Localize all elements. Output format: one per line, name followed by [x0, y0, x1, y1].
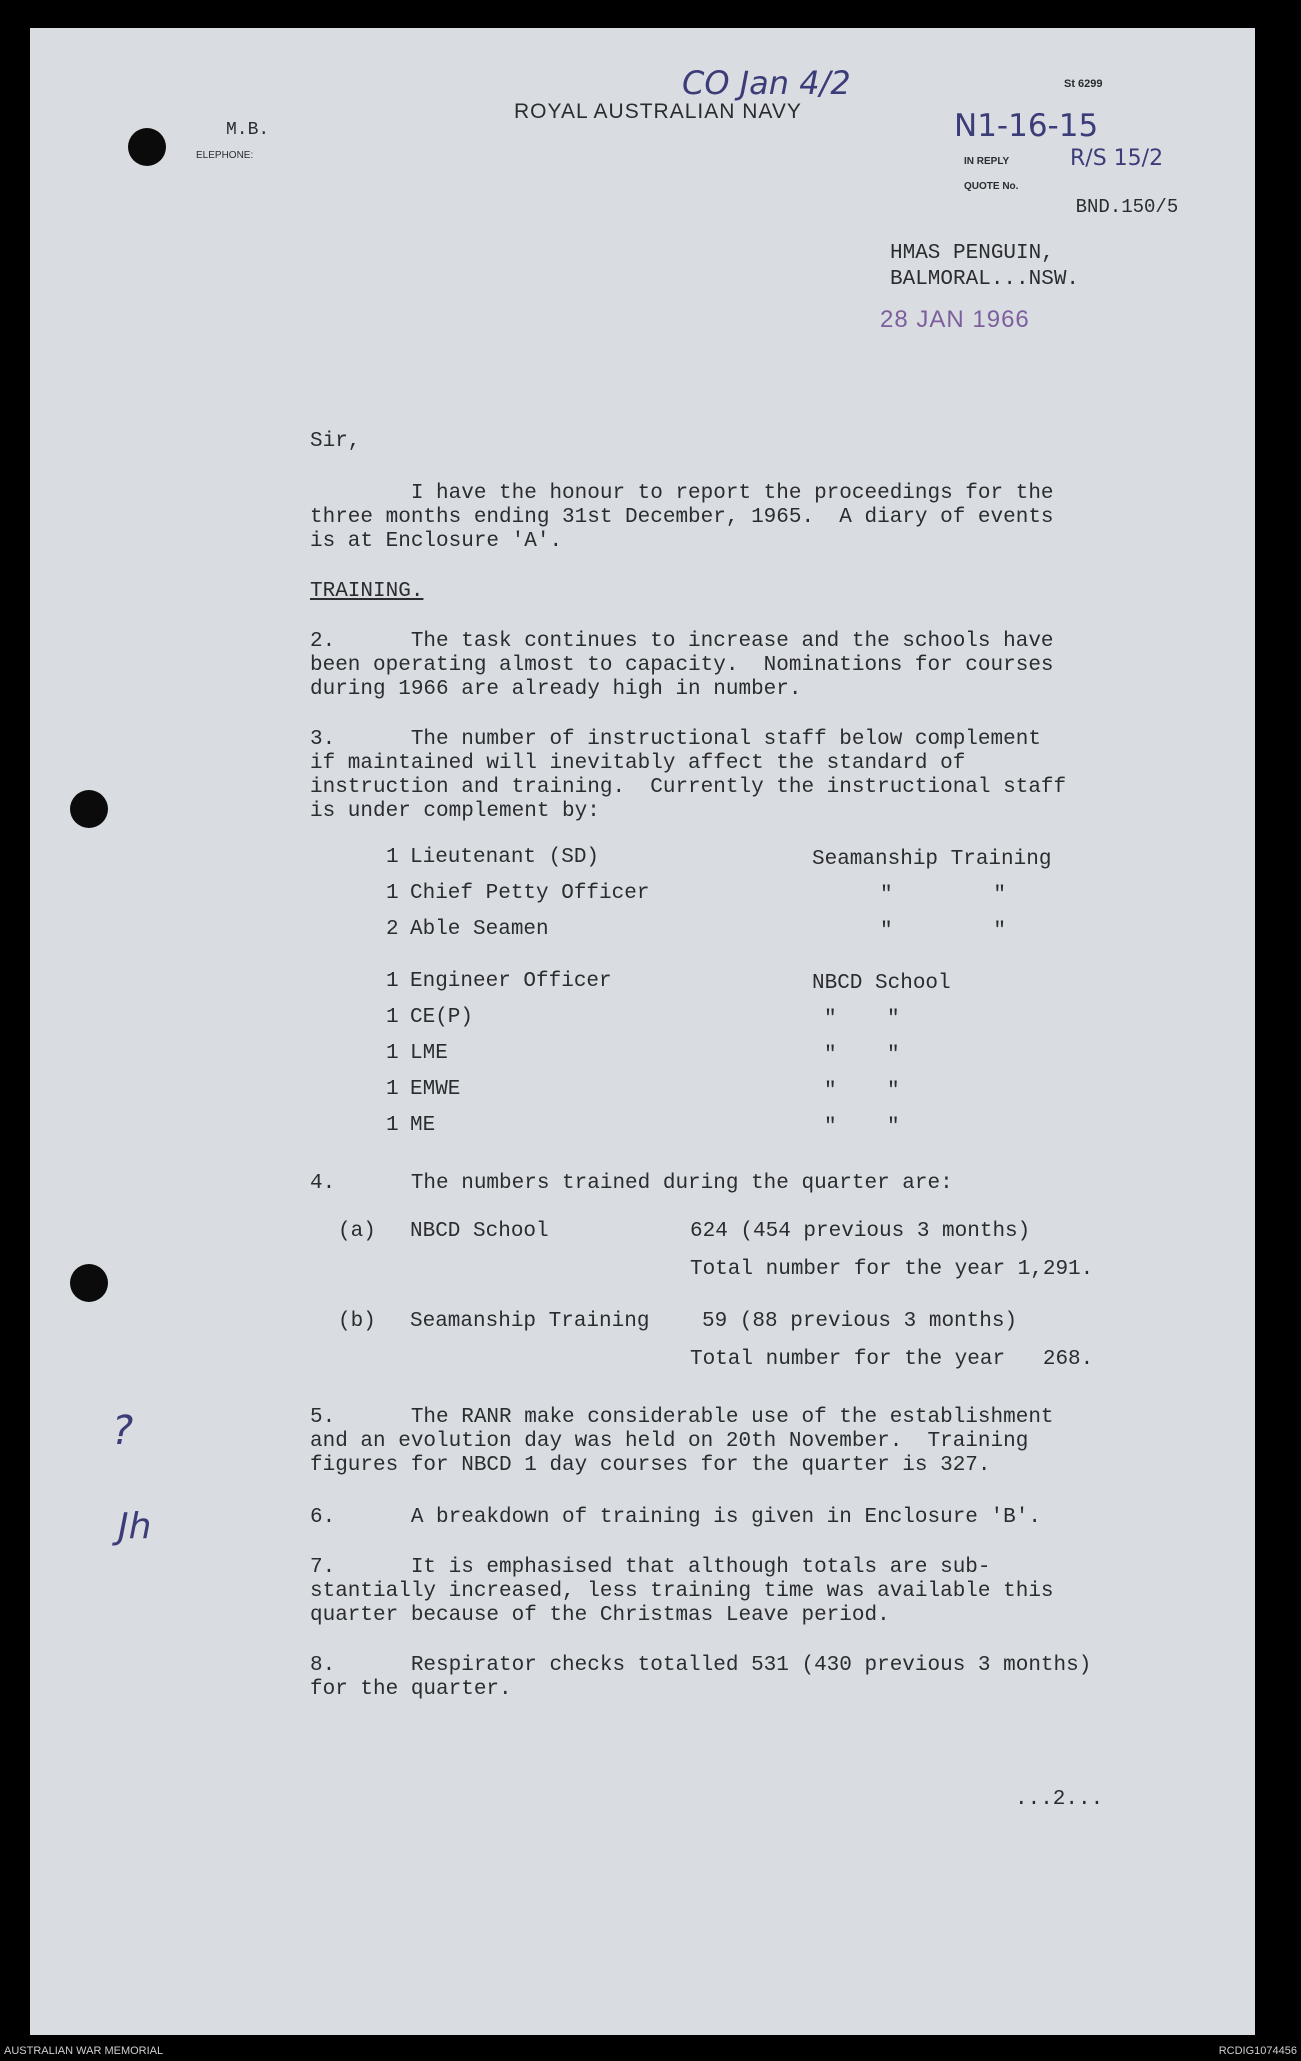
- para6: 6. A breakdown of training is given in Enclosure 'B'.: [310, 1506, 1041, 1529]
- address-line-2: BALMORAL...NSW.: [890, 268, 1080, 291]
- handwritten-file-ref: N1-16-15: [954, 108, 1099, 144]
- handwritten-top-note: CO Jan 4/2: [682, 64, 851, 102]
- staff-role: ME: [410, 1114, 436, 1137]
- staff-dept: " ": [880, 884, 1007, 907]
- footer-archive-id: RCDIG1074456: [1218, 2045, 1297, 2057]
- staff-role: EMWE: [410, 1078, 461, 1101]
- para4-a-name: NBCD School: [410, 1220, 549, 1243]
- staff-qty: 2: [386, 918, 399, 941]
- footer-archive-name: AUSTRALIAN WAR MEMORIAL: [4, 2045, 164, 2057]
- para5-line-1: 5. The RANR make considerable use of the establishment: [310, 1406, 1054, 1429]
- para4-b-value: 59 (88 previous 3 months): [702, 1310, 1018, 1333]
- staff-role: LME: [410, 1042, 448, 1065]
- date-stamp: 28 JAN 1966: [880, 306, 1030, 333]
- para3-line-1: 3. The number of instructional staff below complement: [310, 728, 1041, 751]
- staff-dept: NBCD School: [812, 972, 951, 995]
- staff-role: Lieutenant (SD): [410, 846, 600, 869]
- para7-line-3: quarter because of the Christmas Leave period.: [310, 1604, 890, 1627]
- para4-b-label: (b): [338, 1310, 376, 1333]
- handwritten-rs-ref: R/S 15/2: [1070, 146, 1164, 171]
- document-page: [30, 28, 1255, 2035]
- staff-qty: 1: [386, 882, 399, 905]
- salutation: Sir,: [310, 430, 361, 453]
- staff-dept: " ": [824, 1008, 900, 1031]
- staff-role: Engineer Officer: [410, 970, 612, 993]
- staff-dept: " ": [824, 1116, 900, 1139]
- para7-line-2: stantially increased, less training time was available this: [310, 1580, 1054, 1603]
- para4-a-total: Total number for the year 1,291.: [690, 1258, 1094, 1281]
- para8-line-1: 8. Respirator checks totalled 531 (430 previous 3 months): [310, 1654, 1092, 1677]
- intro-line-2: three months ending 31st December, 1965. A diary of events: [310, 506, 1054, 529]
- staff-qty: 1: [386, 970, 399, 993]
- para2-line-1: 2. The task continues to increase and the schools have: [310, 630, 1054, 653]
- para4-a-label: (a): [338, 1220, 376, 1243]
- para3-line-3: instruction and training. Currently the instructional staff: [310, 776, 1067, 799]
- para4-b-name: Seamanship Training: [410, 1310, 650, 1333]
- staff-dept: " ": [824, 1044, 900, 1067]
- staff-dept: " ": [824, 1080, 900, 1103]
- para5-line-2: and an evolution day was held on 20th November. Training: [310, 1430, 1029, 1453]
- mb-mark: M.B.: [226, 120, 270, 140]
- para2-line-2: been operating almost to capacity. Nominations for courses: [310, 654, 1054, 677]
- staff-qty: 1: [386, 1078, 399, 1101]
- staff-qty: 1: [386, 1042, 399, 1065]
- para3-line-2: if maintained will inevitably affect the standard of: [310, 752, 966, 775]
- staff-qty: 1: [386, 1006, 399, 1029]
- staff-role: Able Seamen: [410, 918, 549, 941]
- telephone-label: ELEPHONE:: [196, 150, 254, 161]
- quote-reference: [1030, 174, 1178, 240]
- punch-hole-middle: [70, 790, 108, 828]
- form-number: St 6299: [1064, 78, 1103, 90]
- staff-role: Chief Petty Officer: [410, 882, 650, 905]
- in-reply-label: IN REPLY: [964, 156, 1010, 167]
- para2-line-3: during 1966 are already high in number.: [310, 678, 802, 701]
- staff-dept: Seamanship Training: [812, 848, 1052, 871]
- intro-line-3: is at Enclosure 'A'.: [310, 530, 563, 553]
- staff-qty: 1: [386, 846, 399, 869]
- staff-dept: " ": [880, 920, 1007, 943]
- staff-qty: 1: [386, 1114, 399, 1137]
- para7-line-1: 7. It is emphasised that although totals are sub-: [310, 1556, 991, 1579]
- margin-initial: Jh: [118, 1506, 152, 1547]
- address-line-1: HMAS PENGUIN,: [890, 242, 1054, 265]
- para8-line-2: for the quarter.: [310, 1678, 512, 1701]
- page-continuation: ...2...: [1015, 1788, 1104, 1811]
- punch-hole-top: [128, 128, 166, 166]
- letterhead-title: ROYAL AUSTRALIAN NAVY: [514, 100, 802, 123]
- intro-line-1: I have the honour to report the proceedings for the: [310, 482, 1054, 505]
- quote-no-label: QUOTE No.: [964, 181, 1019, 192]
- para4-intro: 4. The numbers trained during the quarter are:: [310, 1172, 953, 1195]
- section-heading: TRAINING.: [310, 580, 424, 603]
- para4-b-total: Total number for the year 268.: [690, 1348, 1094, 1371]
- quote-ref-text: BND.150/5: [1075, 196, 1179, 218]
- margin-question-mark: ?: [112, 1408, 134, 1454]
- staff-role: CE(P): [410, 1006, 474, 1029]
- para4-a-value: 624 (454 previous 3 months): [690, 1220, 1031, 1243]
- para3-line-4: is under complement by:: [310, 800, 600, 823]
- para5-line-3: figures for NBCD 1 day courses for the quarter is 327.: [310, 1454, 991, 1477]
- punch-hole-bottom: [70, 1264, 108, 1302]
